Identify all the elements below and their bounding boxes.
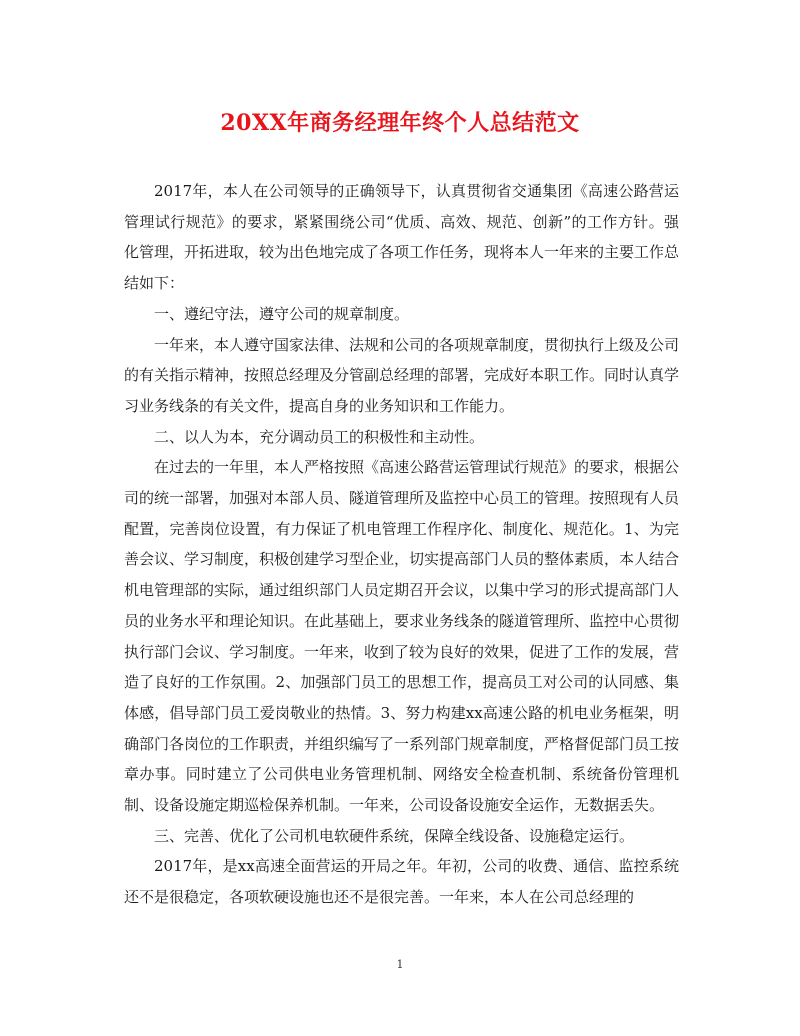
document-body [124,176,679,913]
section-heading-3: 三、完善、优化了公司机电软硬件系统，保障全线设备、设施稳定运行。 [154,826,635,845]
paragraph-section-1: 一年来，本人遵守国家法律、法规和公司的各项规章制度，贯彻执行上级及公司的有关指示精神，按照总经理及分管副总经理的部署，完成好本职工作。同时认真学习业务线条的有关文件，提高自身的业务知识和工作能力。 [124,335,680,415]
section-heading-1: 一、遵纪守法，遵守公司的规章制度。 [154,304,410,323]
paragraph-intro: 2017年，本人在公司领导的正确领导下，认真贯彻省交通集团《高速公路营运管理试行规范》的要求，紧紧围绕公司“优质、高效、规范、创新”的工作方针。强化管理，开拓进取，较为出色地完成了各项工作任务，现将本人一年来的主要工作总结如下： [124,182,680,293]
section-heading-2: 二、以人为本，充分调动员工的积极性和主动性。 [154,427,485,446]
document-title: 20XX年商务经理年终个人总结范文 [220,110,580,136]
paragraph-section-3: 2017年，是xx高速全面营运的开局之年。年初，公司的收费、通信、监控系统还不是很稳定，各项软硬设施也还不是很完善。一年来，本人在公司总经理的 [124,857,679,907]
paragraph-section-2: 在过去的一年里，本人严格按照《高速公路营运管理试行规范》的要求，根据公司的统一部署，加强对本部人员、隧道管理所及监控中心员工的管理。按照现有人员配置，完善岗位设置，有力保证了机电管理工作程序化、制度化、规范化。1、为完善会议、学习制度，积极创建学习型企业，切实提高部门人员的整体素质，本人结合机电管理部的实际，通过组织部门人员定期召开会议，以集中学习的形式提高部门人员的业务水平和理论知识。在此基础上，要求业务线条的隧道管理所、监控中心贯彻执行部门会议、学习制度。一年来，收到了较为良好的效果，促进了工作的发展，营造了良好的工作氛围。2、加强部门员工的思想工作，提高员工对公司的认同感、集体感，倡导部门员工爱岗敬业的热情。3、努力构建xx高速公路的机电业务框架，明确部门各岗位的工作职责，并组织编写了一系列部门规章制度，严格督促部门员工按章办事。同时建立了公司供电业务管理机制、网络安全检查机制、系统备份管理机制、设备设施定期巡检保养机制。一年来，公司设备设施安全运作，无数据丢失。 [124,458,680,815]
page-number: 1 [396,958,404,971]
